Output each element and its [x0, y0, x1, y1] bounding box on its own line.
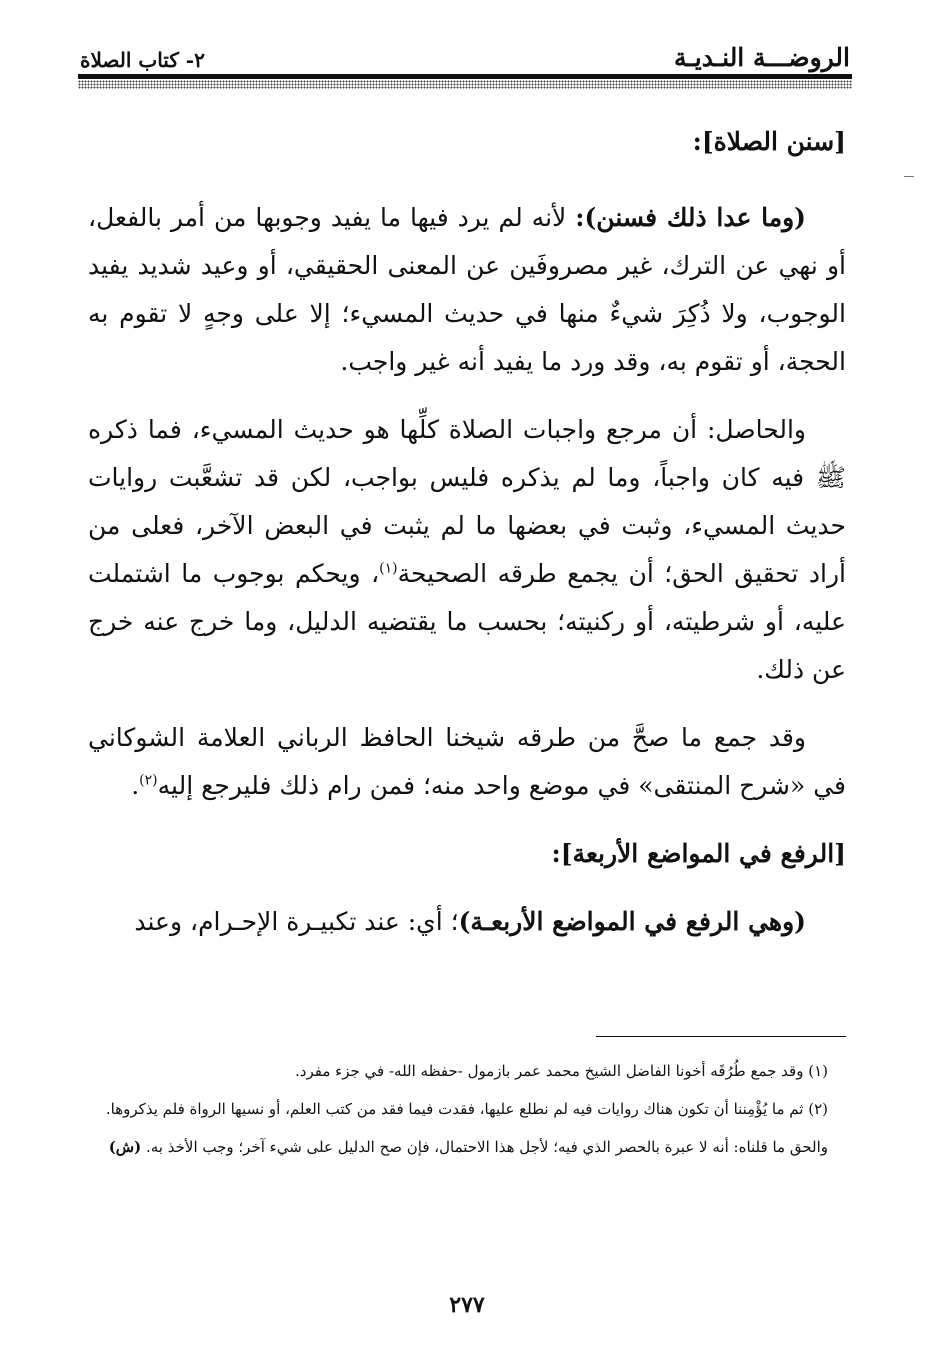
- commentary-text: ، ويحكم بوجوب ما اشتملت عليه، أو شرطيته، أو ركنيته؛ بحسب ما يقتضيه الدليل، وما خرج عنه خرج عن ذلك.: [88, 559, 846, 684]
- footnote-marker: (٢): [139, 772, 158, 789]
- commentary-text: وقد جمع ما صحَّ من طرقه شيخنا الحافظ الرباني العلامة الشوكاني في «شرح المنتقى» في موضع واحد منه؛ فمن رام ذلك فليرجع إليه: [88, 723, 846, 800]
- footnote-text: والحق ما قلناه: أنه لا عبرة بالحصر الذي فيه؛ لأجل هذا الاحتمال، فإن صح الدليل على شيء آخر؛ وجب الأخذ به.: [146, 1138, 828, 1156]
- margin-mark: [904, 176, 914, 177]
- paragraph-sunan: [88, 194, 846, 386]
- commentary-text: .: [131, 771, 140, 800]
- section-heading-sunan: [سنن الصلاة]:: [692, 127, 846, 156]
- header-dotted-rule: [78, 80, 852, 89]
- paragraph-shawkani: [88, 714, 846, 810]
- section-heading-raf: [الرفع في المواضع الأربعة]:: [551, 839, 846, 868]
- main-text: [88, 118, 846, 946]
- commentary-text: ؛ أي: عند تكبيـرة الإحـرام، وعند: [134, 907, 459, 936]
- footnote-2-continued: [88, 1128, 846, 1166]
- footnote-signature: (ش): [108, 1138, 142, 1156]
- commentary-text: لأنه لم يرد فيها ما يفيد وجوبها من أمر بالفعل، أو نهي عن الترك، غير مصروفَين عن المعنى الحقيقي، أو وعيد شديد يفيد الوجوب، ولا ذُكِرَ شيءٌ منها في حديث المسيء؛ إلا على وجهٍ لا تقوم به الحجة، أو تقوم به، وقد ورد ما يفيد أنه غير واجب.: [88, 203, 846, 376]
- header-rule: [78, 74, 852, 79]
- paragraph-conclusion: [88, 406, 846, 694]
- footnote-marker: (١): [379, 560, 398, 577]
- footnote-2: (٢) ثم ما يُؤْمِننا أن تكون هناك روايات فيه لم نطلع عليها، فقدت فيما فقد من كتب العلم، أو نسيها الرواة فلم يذكروها.: [105, 1100, 828, 1118]
- running-header: [80, 38, 850, 72]
- footnote-1: (١) وقد جمع طُرُقَه أخونا الفاضل الشيخ محمد عمر بازمول -حفظه الله- في جزء مفرد.: [295, 1062, 828, 1080]
- book-title: الروضـــة النـديـة: [674, 43, 850, 72]
- footnote-separator: [596, 1036, 846, 1037]
- paragraph-raf: [88, 898, 846, 946]
- footnotes: [88, 1052, 846, 1166]
- chapter-title: ٢- كتاب الصلاة: [80, 48, 205, 72]
- commentary-text: والحاصل: أن مرجع واجبات الصلاة كلِّها هو حديث المسيء، فما ذكره ﷺ فيه كان واجباً، وما لم يذكره فليس بواجب، لكن قد تشعَّبت روايات حديث المسيء، وثبت في بعضها ما لم يثبت في البعض الآخر، فعلى من أراد تحقيق الحق؛ أن يجمع طرقه الصحيحة: [88, 415, 846, 588]
- page-number: ٢٧٧: [449, 1292, 485, 1318]
- matn-quote: (وهي الرفع في المواضع الأربعـة): [458, 907, 806, 936]
- matn-quote: (وما عدا ذلك فسنن):: [575, 203, 806, 232]
